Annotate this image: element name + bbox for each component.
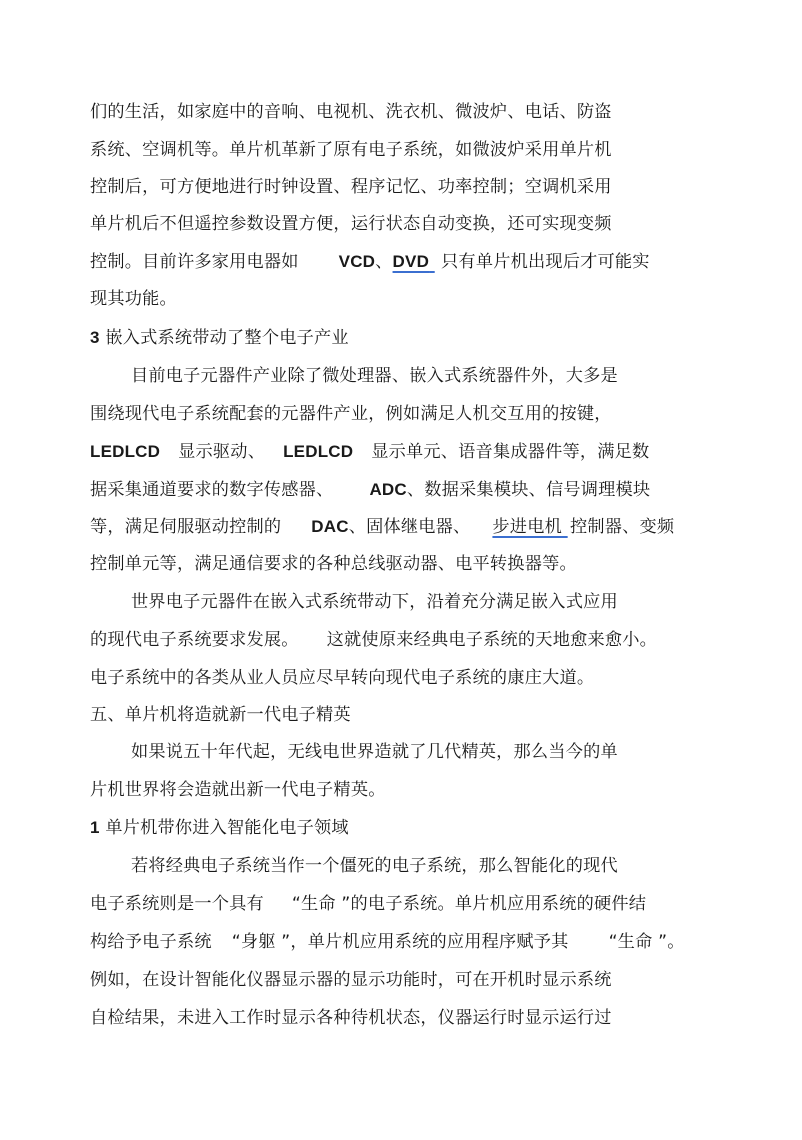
bold-term-adc: ADC [369,480,407,499]
text-segment: 只有单片机出现后才可能实 [441,252,650,272]
text-line [90,477,650,503]
text-line: 自检结果，未进入工作时显示各种待机状态，仪器运行时显示运行过 [90,1008,612,1028]
text-segment: “身躯 ”，单片机应用系统的应用程序赋予其 [231,932,569,952]
text-line: 单片机后不但遥控参数设置方便，运行状态自动变换，还可实现变频 [90,214,612,234]
text-segment: 的现代电子系统要求发展。 [90,630,299,650]
bold-term-ledlcd: LEDLCD [90,442,161,461]
text-line: 例如，在设计智能化仪器显示器的显示功能时，可在开机时显示系统 [90,970,612,990]
text-line: 世界电子元器件在嵌入式系统带动下，沿着充分满足嵌入式应用 [131,592,618,612]
bold-term-dac: DAC [311,517,349,536]
text-segment: “生命 ”。 [608,932,685,952]
text-segment: 、 [375,252,393,272]
text-line: 围绕现代电子系统配套的元器件产业，例如满足人机交互用的按键， [90,404,612,424]
link-stepper-motor[interactable]: 步进电机 [492,517,562,537]
text-segment: 构给予电子系统 [90,932,212,952]
section-title: 单片机带你进入智能化电子领域 [105,818,349,838]
text-line [90,627,657,653]
text-segment: 据采集通道要求的数字传感器、 [90,480,334,500]
text-line: 如果说五十年代起，无线电世界造就了几代精英，那么当今的单 [131,742,618,762]
text-line [90,439,649,465]
section-number: 1 [90,818,100,837]
text-segment: 这就使原来经典电子系统的天地愈来愈小。 [326,630,658,650]
text-line: 控制后，可方便地进行时钟设置、程序记忆、功率控制；空调机采用 [90,177,612,197]
text-line [90,249,650,275]
text-line [90,929,685,955]
text-segment: “生命 ”的电子系统。单片机应用系统的硬件结 [291,894,647,914]
text-line: 若将经典电子系统当作一个僵死的电子系统，那么智能化的现代 [131,856,618,876]
bold-term-ledlcd: LEDLCD [283,442,354,461]
text-line: 电子系统中的各类从业人员应尽早转向现代电子系统的康庄大道。 [90,668,595,688]
text-line: 控制单元等，满足通信要求的各种总线驱动器、电平转换器等。 [90,554,577,574]
section-title: 嵌入式系统带动了整个电子产业 [105,328,349,348]
section-heading [90,325,349,351]
bold-term-vcd: VCD [338,252,376,271]
text-line: 片机世界将会造就出新一代电子精英。 [90,780,386,800]
text-line: 们的生活，如家庭中的音响、电视机、洗衣机、微波炉、电话、防盗 [90,102,612,122]
link-dvd[interactable]: DVD [392,252,430,271]
text-line [90,514,674,540]
text-segment: 显示单元、语音集成器件等，满足数 [371,442,650,462]
section-heading [90,815,349,841]
text-segment: 电子系统则是一个具有 [90,894,264,914]
text-line: 现其功能。 [90,289,177,309]
text-segment: 等，满足伺服驱动控制的 [90,517,282,537]
text-segment: 控制器、变频 [569,517,675,537]
text-segment: 、固体继电器、 [348,517,471,537]
text-line: 目前电子元器件产业除了微处理器、嵌入式系统器件外，大多是 [131,366,618,386]
section-number: 3 [90,328,100,347]
chapter-heading: 五、单片机将造就新一代电子精英 [90,705,351,725]
text-segment: 控制。目前许多家用电器如 [90,252,299,272]
text-line [90,891,646,917]
text-segment: 显示驱动、 [178,442,266,462]
text-line: 系统、空调机等。单片机革新了原有电子系统，如微波炉采用单片机 [90,140,612,160]
text-segment: 、数据采集模块、信号调理模块 [406,480,651,500]
